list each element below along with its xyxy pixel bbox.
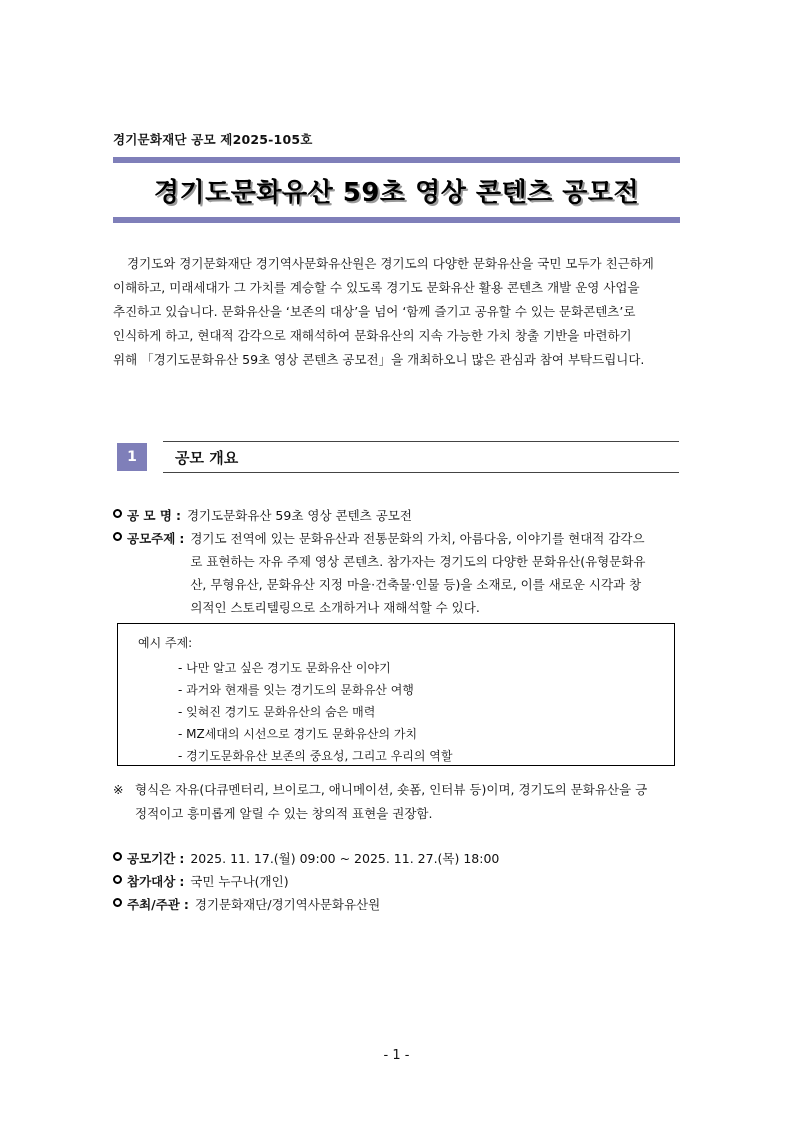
note-mark: ※ — [113, 782, 124, 797]
intro-line: 위해 「경기도문화유산 59초 영상 콘텐츠 공모전」을 개최하오니 많은 관심과 참여 부탁드립니다. — [113, 352, 645, 367]
intro-paragraph — [113, 252, 680, 372]
intro-line: 경기도와 경기문화재단 경기역사문화유산원은 경기도의 다양한 문화유산을 국민 모두가 친근하게 — [127, 256, 654, 271]
example-item: - 나만 알고 싶은 경기도 문화유산 이야기 — [178, 661, 391, 675]
circle-bullet-icon — [113, 532, 122, 541]
page-number: - 1 - — [383, 1048, 410, 1063]
item-colon: : — [179, 531, 185, 546]
intro-line: 추진하고 있습니다. 문화유산을 ‘보존의 대상’을 넘어 ‘함께 즐기고 공유할 수 있는 문화콘텐츠’로 — [113, 304, 636, 319]
item-contest-theme — [113, 527, 683, 619]
title-bottom-bar — [113, 217, 680, 223]
item-host — [113, 893, 683, 916]
item-label: 참가대상 — [127, 874, 176, 889]
item-colon: : — [179, 874, 185, 889]
item-value: 국민 누구나(개인) — [190, 874, 289, 889]
item-colon: : — [183, 897, 189, 912]
item-label: 공모기간 — [127, 851, 176, 866]
section-header — [117, 441, 679, 473]
item-eligibility — [113, 870, 683, 893]
example-item: - MZ세대의 시선으로 경기도 문화유산의 가치 — [178, 727, 418, 741]
note-text — [135, 778, 683, 826]
example-title: 예시 주제: — [138, 636, 193, 650]
item-label: 주최/주관 — [127, 897, 180, 912]
item-contest-name — [113, 504, 683, 527]
example-item: - 경기도문화유산 보존의 중요성, 그리고 우리의 역할 — [178, 749, 453, 763]
item-label: 공모주제 — [127, 531, 176, 546]
title-top-bar — [113, 157, 680, 163]
theme-line: 경기도 전역에 있는 문화유산과 전통문화의 가치, 아름다움, 이야기를 현대적 감각으 — [190, 531, 645, 546]
item-contest-period — [113, 847, 683, 870]
notice-number: 경기문화재단 공모 제2025-105호 — [113, 132, 313, 147]
theme-line: 산, 무형유산, 문화유산 지정 마을·건축물·인물 등)을 소재로, 이를 새로운 시각과 창 — [190, 577, 642, 592]
page-title: 경기도문화유산 59초 영상 콘텐츠 공모전 — [153, 178, 640, 208]
item-value: 경기도문화유산 59초 영상 콘텐츠 공모전 — [186, 508, 412, 523]
section-divider-top — [163, 441, 679, 442]
item-colon: : — [179, 851, 185, 866]
note-line: 형식은 자유(다큐멘터리, 브이로그, 애니메이션, 숏폼, 인터뷰 등)이며, 경기도의 문화유산을 긍 — [135, 782, 648, 797]
format-note — [113, 778, 683, 826]
note-line: 정적이고 흥미롭게 알릴 수 있는 창의적 표현을 권장함. — [135, 806, 433, 821]
item-value: 2025. 11. 17.(월) 09:00 ~ 2025. 11. 27.(목) 18:00 — [190, 851, 500, 866]
circle-bullet-icon — [113, 898, 122, 907]
theme-line: 의적인 스토리텔링으로 소개하거나 재해석할 수 있다. — [190, 600, 480, 615]
intro-line: 인식하게 하고, 현대적 감각으로 재해석하여 문화유산의 지속 가능한 가치 창출 기반을 마련하기 — [113, 328, 632, 343]
circle-bullet-icon — [113, 509, 122, 518]
intro-line: 이해하고, 미래세대가 그 가치를 계승할 수 있도록 경기도 문화유산 활용 콘텐츠 개발 운영 사업을 — [113, 280, 640, 295]
section-title: 공모 개요 — [175, 449, 239, 467]
item-value: 경기문화재단/경기역사문화유산원 — [194, 897, 381, 912]
item-label: 공 모 명 — [127, 508, 172, 523]
example-box — [117, 623, 675, 766]
item-colon: : — [175, 508, 181, 523]
section-number: 1 — [117, 443, 147, 471]
circle-bullet-icon — [113, 875, 122, 884]
circle-bullet-icon — [113, 852, 122, 861]
example-item: - 과거와 현재를 잇는 경기도의 문화유산 여행 — [178, 683, 414, 697]
theme-line: 로 표현하는 자유 주제 영상 콘텐츠. 참가자는 경기도의 다양한 문화유산(유형문화유 — [190, 554, 646, 569]
example-list — [178, 657, 452, 767]
item-value — [190, 527, 683, 619]
example-item: - 잊혀진 경기도 문화유산의 숨은 매력 — [178, 705, 376, 719]
section-divider-bottom — [163, 472, 679, 473]
